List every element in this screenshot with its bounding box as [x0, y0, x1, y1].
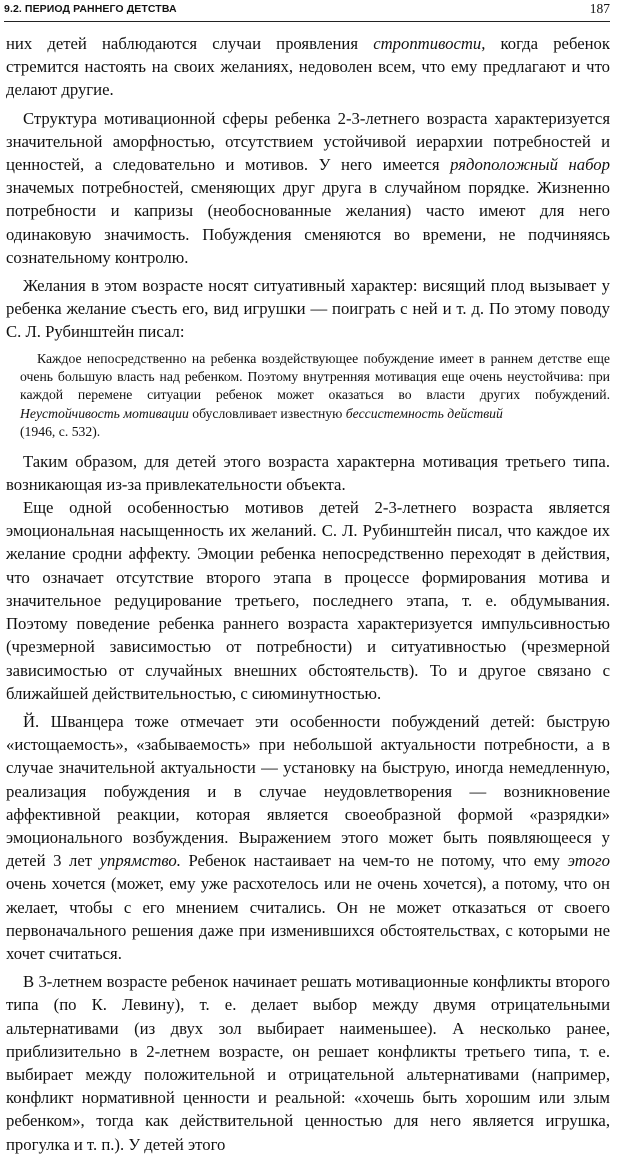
paragraph-emotional-saturation: Еще одной особенностью мотивов детей 2-3-летнего возраста является эмоциональная насыщенность их желаний. С. Л. Рубинштейн писал, что каждое их желание сродни аффекту. Эмоции ребенка непосредственно переходят в действия, что означает отсутствие второго этапа в процессе формирования мотива и значительное редуцирование третьего, последнего этапа, т. е. обдумывания. Поэтому поведение ребенка раннего возраста характеризуется импульсивностью (чрезмерной зависимостью от потребности) и ситуативностью (чрезмерной зависимостью от случайных внешних обстоятельств). То и другое связано с ближайшей действительностью, с сиюминутностью. [6, 498, 610, 703]
emphasis-this: этого [567, 851, 610, 871]
page-number: 187 [589, 1, 610, 16]
paragraph-conflicts: В 3-летнем возрасте ребенок начинает решать мотивационные конфликты второго типа (по К. Левину), т. е. делает выбор между двумя отрицательными альтернативами (из двух зол выбирает наименьшее). А несколько ранее, приблизительно в 2-летнем возрасте, он решает конфликты третьего типа, т. е. выбирает между положительной и отрицательной альтернативами (например, конфликт нормативной ценности и реальной: «хочешь быть хорошим или злым ребенком», тогда как действительной ценностью для него является игрушка, прогулка и т. п.). У детей этого [6, 972, 610, 1154]
emphasis-unsystematic: бессистемность действий [345, 405, 503, 421]
emphasis-juxtaposed-set: рядоположный набор [450, 155, 610, 175]
paragraph-shvancera: Й. Шванцера тоже отмечает эти особенности побуждений детей: быструю «истощаемость», «забываемость» при небольшой актуальности потребности, а в случае значительной актуальности — установку на быструю, иногда немедленную, реализация побуждения и в случае неудовлетворения — возникновение аффективной реакции, которая является своеобразной формой «разрядки» эмоционального возбуждения. Выражением этого может быть появляющееся у детей 3 лет упрямство. Ребенок настаивает на чем-то не потому, что ему этого очень хочется (может, ему уже расхотелось или не очень хочется), а потому, что он желает, чтобы с его мнением считались. Он не может отказаться от своего первоначального решения даже при изменившихся обстоятельствах, с которыми не хочет считаться. [6, 711, 610, 963]
paragraph-situational-desires: Желания в этом возрасте носят ситуативный характер: висящий плод вызывает у ребенка желание съесть его, вид игрушки — поиграть с ней и т. д. По этому поводу С. Л. Рубинштейн писал: [6, 276, 610, 342]
page-header [4, 1, 610, 22]
paragraph-motivation-structure: Структура мотивационной сферы ребенка 2-3-летнего возраста характеризуется значительной аморфностью, отсутствием устойчивой иерархии потребностей и ценностей, а следовательно и мотивов. У него имеется рядоположный набор значемых потребностей, сменяющих друг друга в случайном порядке. Жизненно потребности и капризы (необоснованные желания) часто имеют для него одинаковую значимость. Побуждения сменяются во времени, не подчиняясь сознательному контролю. [6, 108, 610, 267]
paragraph-third-type: Таким образом, для детей этого возраста характерна мотивация третьего типа. возникающая из-за привлекательности объекта. [6, 451, 610, 494]
running-head: 9.2. ПЕРИОД РАННЕГО ДЕТСТВА [4, 3, 177, 15]
quote-citation: (1946, с. 532). [20, 424, 101, 440]
quote-text: Каждое непосредственно на ребенка воздействующее побуждение имеет в раннем детстве еще очень большую власть над ребенком. Поэтому внутренняя мотивация еще очень неустойчива: при каждой перемене ситуации ребенок может оказаться во власти других побуждений. Неустойчивость мотивации обусловливает известную бессистемность действий [20, 350, 610, 421]
emphasis-instability: Неустойчивость мотивации [20, 405, 189, 421]
block-quote [6, 350, 610, 442]
emphasis-obstinacy: строптивости, [373, 34, 486, 53]
paragraph-continuation: них детей наблюдаются случаи проявления строптивости, когда ребенок стремится настоять на своих желаниях, недоволен всем, что ему предлагают и что делают другие. [6, 34, 611, 100]
page-body [6, 32, 610, 1156]
emphasis-stubbornness: упрямство. [99, 851, 181, 871]
